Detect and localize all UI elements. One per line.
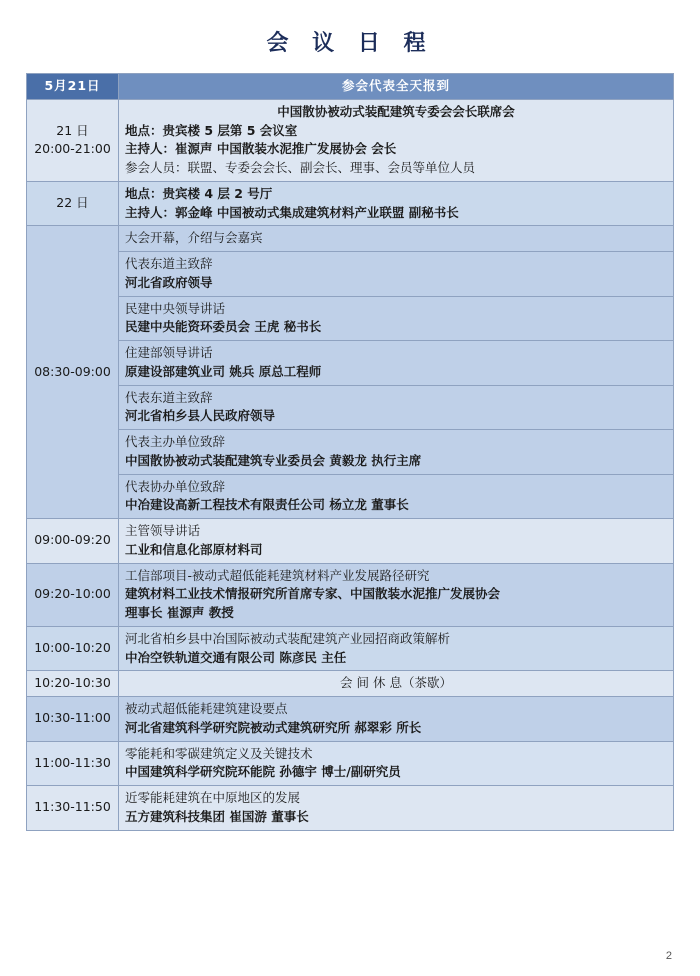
table-row: [27, 341, 674, 386]
table-row: [27, 741, 674, 786]
content-cell: 工信部项目-被动式超低能耗建筑材料产业发展路径研究 建筑材料工业技术情报研究所首席专家、中国散装水泥推广发展协会 理事长 崔源声 教授: [119, 563, 674, 626]
document-page: [0, 26, 700, 976]
content-cell: 代表东道主致辞 河北省政府领导: [119, 252, 674, 297]
table-row: [27, 786, 674, 831]
time-cell: 11:00-11:30: [27, 741, 119, 786]
table-row: [27, 474, 674, 519]
content-cell: 近零能耗建筑在中原地区的发展 五方建筑科技集团 崔国游 董事长: [119, 786, 674, 831]
time-cell: 08:30-09:00: [27, 226, 119, 519]
table-row: [27, 252, 674, 297]
content-cell: 住建部领导讲话 原建设部建筑业司 姚兵 原总工程师: [119, 341, 674, 386]
header-date-cell: 5月21日: [27, 74, 119, 100]
table-row: [27, 626, 674, 671]
table-row: [27, 430, 674, 475]
content-cell: 中国散协被动式装配建筑专委会会长联席会 地点：贵宾楼 5 层第 5 会议室 主持人：崔源声 中国散装水泥推广发展协会 会长 参会人员：联盟、专委会会长、副会长、理事、会员等单位人员: [119, 99, 674, 181]
content-cell: 大会开幕，介绍与会嘉宾: [119, 226, 674, 252]
schedule-table: [26, 73, 674, 831]
table-row: [27, 226, 674, 252]
time-cell: 10:20-10:30: [27, 671, 119, 697]
content-cell: 会 间 休 息（茶歇）: [119, 671, 674, 697]
table-row: [27, 181, 674, 226]
table-row: [27, 385, 674, 430]
content-cell: 零能耗和零碳建筑定义及关键技术 中国建筑科学研究院环能院 孙德宇 博士/副研究员: [119, 741, 674, 786]
table-row: [27, 99, 674, 181]
time-cell: 10:30-11:00: [27, 697, 119, 742]
header-desc-cell: 参会代表全天报到: [119, 74, 674, 100]
time-cell: 21 日 20:00-21:00: [27, 99, 119, 181]
table-row: [27, 296, 674, 341]
time-cell: 11:30-11:50: [27, 786, 119, 831]
page-title: 会 议 日 程: [266, 31, 434, 56]
content-cell: 代表东道主致辞 河北省柏乡县人民政府领导: [119, 385, 674, 430]
time-cell: 10:00-10:20: [27, 626, 119, 671]
table-row: [27, 519, 674, 564]
time-cell: 22 日: [27, 181, 119, 226]
table-row: [27, 697, 674, 742]
content-cell: 河北省柏乡县中冶国际被动式装配建筑产业园招商政策解析 中冶空铁轨道交通有限公司 陈彦民 主任: [119, 626, 674, 671]
table-row: [27, 563, 674, 626]
content-cell: 代表主办单位致辞 中国散协被动式装配建筑专业委员会 黄毅龙 执行主席: [119, 430, 674, 475]
content-cell: 民建中央领导讲话 民建中央能资环委员会 王虎 秘书长: [119, 296, 674, 341]
content-cell: 代表协办单位致辞 中冶建设高新工程技术有限责任公司 杨立龙 董事长: [119, 474, 674, 519]
table-header-row: [27, 74, 674, 100]
time-cell: 09:00-09:20: [27, 519, 119, 564]
content-cell: 主管领导讲话 工业和信息化部原材料司: [119, 519, 674, 564]
time-cell: 09:20-10:00: [27, 563, 119, 626]
content-cell: 地点：贵宾楼 4 层 2 号厅 主持人：郭金峰 中国被动式集成建筑材料产业联盟 副秘书长: [119, 181, 674, 226]
schedule-table-body: [27, 74, 674, 831]
content-cell: 被动式超低能耗建筑建设要点 河北省建筑科学研究院被动式建筑研究所 郝翠彩 所长: [119, 697, 674, 742]
table-row: [27, 671, 674, 697]
page-number: 2: [665, 950, 672, 962]
